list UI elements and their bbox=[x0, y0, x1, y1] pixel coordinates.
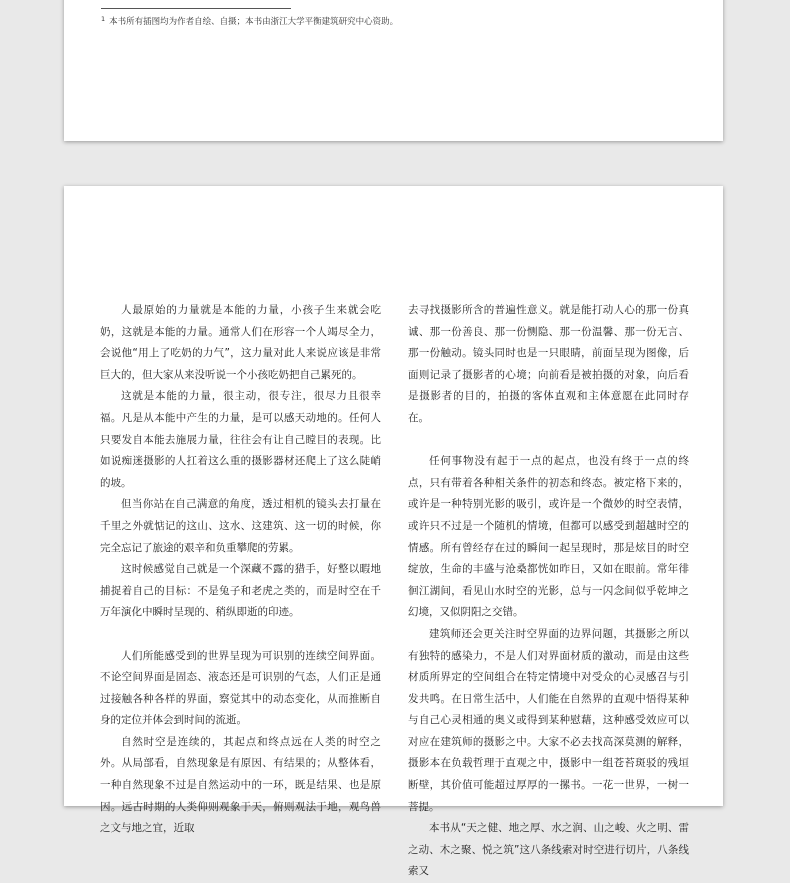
footnote-marker: 1 bbox=[101, 15, 106, 23]
paragraph: 自然时空是连续的，其起点和终点远在人类的时空之外。从局部看，自然现象是有原因、有结果的；从整体看，一种自然现象不过是自然运动中的一环，既是结果、也是原因。远古时期的人类仰则观象于天，俯则观法于地，观鸟兽之文与地之宜，近取 bbox=[100, 735, 381, 835]
paragraph: 人最原始的力量就是本能的力量，小孩子生来就会吃奶，这就是本能的力量。通常人们在形容一个人竭尽全力，会说他“用上了吃奶的力气”，这力量对此人来说应该是非常巨大的，但大家从来没听说一个小孩吃奶把自己累死的。 bbox=[100, 304, 381, 381]
paragraph: 这就是本能的力量，很主动，很专注，很尽力且很幸福。凡是从本能中产生的力量，是可以感天动地的。任何人只要发自本能去施展力量，往往会有让自己瞠目的表现。比如说痴迷摄影的人扛着这么重的摄影器材还爬上了这么陡峭的坡。 bbox=[100, 390, 381, 489]
paragraph-gap bbox=[100, 624, 381, 646]
paragraph: 但当你站在自己满意的角度，透过相机的镜头去打量在千里之外就惦记的这山、这水、这建筑、这一切的时候，你完全忘记了旅途的艰辛和负重攀爬的劳累。 bbox=[100, 498, 381, 554]
paragraph: 这时候感觉自己就是一个深藏不露的猎手，好整以暇地捕捉着自己的目标：不是兔子和老虎之类的，而是时空在千万年演化中瞬时呈现的、稍纵即逝的印迹。 bbox=[100, 563, 381, 619]
paragraph: 去寻找摄影所含的普遍性意义。就是能打动人心的那一份真诚、那一份善良、那一份恻隐、那一份温馨、那一份无言、那一份触动。镜头同时也是一只眼睛，前面呈现为图像，后面则记录了摄影者的心境；向前看是被拍摄的对象，向后看是摄影者的目的，拍摄的客体直观和主体意愿在此同时存在。 bbox=[408, 304, 689, 424]
paragraph-gap bbox=[408, 430, 689, 452]
paragraph: 人们所能感受到的世界呈现为可识别的连续空间界面。不论空间界面是固态、液态还是可识别的气态，人们正是通过接触各种各样的界面，察觉其中的动态变化，从而推断自身的定位并体会到时间的流逝。 bbox=[100, 649, 381, 727]
right-column bbox=[408, 300, 689, 883]
current-page bbox=[64, 186, 723, 878]
paragraph: 本书从“天之健、地之厚、水之润、山之峻、火之明、雷之动、木之聚、悦之筑”这八条线索对时空进行切片，八条线索又 bbox=[408, 822, 689, 878]
footnote-rule bbox=[101, 8, 291, 9]
footnote-text: 本书所有插图均为作者自绘、自摄；本书由浙江大学平衡建筑研究中心资助。 bbox=[109, 17, 399, 27]
paragraph: 任何事物没有起于一点的起点，也没有终于一点的终点，只有带着各种相关条件的初态和终态。被定格下来的，或许是一种特别光影的吸引，或许是一个微妙的时空表情，或许只不过是一个随机的情境，但都可以感受到超越时空的情感。所有曾经存在过的瞬间一起呈现时，那是炫目的时空绽放，生命的丰盛与沧桑都恍如昨日，又如在眼前。常年徘徊江湖间，看见山水时空的光影，总与一闪念间似乎乾坤之幻境，又似阴阳之交错。 bbox=[408, 455, 689, 619]
left-column bbox=[100, 300, 381, 840]
previous-page bbox=[64, 0, 723, 141]
footnote bbox=[101, 16, 691, 28]
paragraph: 建筑师还会更关注时空界面的边界问题，其摄影之所以有独特的感染力，不是人们对界面材质的激动，而是由这些材质所界定的空间组合在特定情境中对受众的心灵感召与引发共鸣。在日常生活中，人们能在自然界的直观中悟得某种与自己心灵相通的奥义或得到某种慰藉，这种感受效应可以对应在建筑师的摄影之中。大家不必去找高深莫测的解释，摄影本在负载哲理于直观之中，摄影中一组苍苔斑驳的残垣断壁，其价值可能超过厚厚的一摞书。一花一世界，一树一菩提。 bbox=[408, 627, 689, 813]
